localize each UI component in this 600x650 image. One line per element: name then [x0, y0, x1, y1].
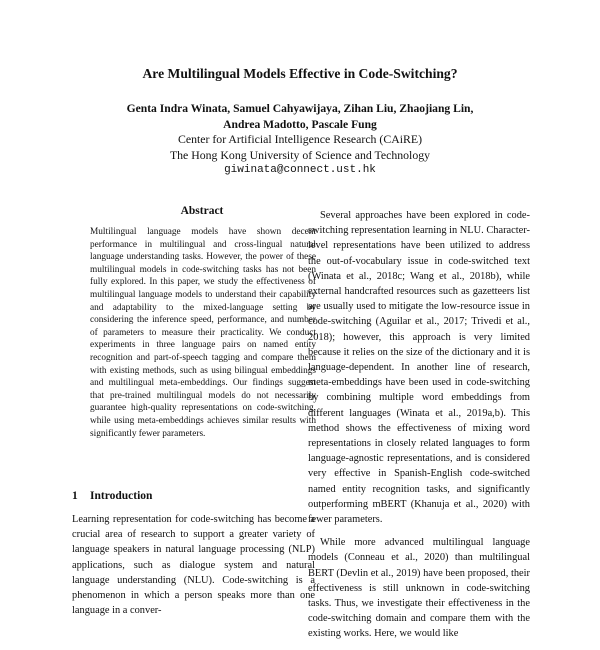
- abstract-heading: Abstract: [180, 205, 224, 217]
- right-column: [308, 208, 530, 650]
- abstract-text: Multilingual language models have shown decent performance in multilingual and cross-lingual natural language understanding tasks. However, the power of these multilingual models in code-switching tasks has not been fully explored. In this paper, we study the effectiveness of multilingual language models to understand their capability and adaptability to the mixed-language setting by considering the inference speed, performance, and number of parameters to measure their practicality. We conduct experiments in three language pairs on named entity recognition and part-of-speech tagging and compare them with existing methods, such as using bilingual embeddings and multilingual meta-embeddings. Our findings suggest that pre-trained multilingual models do not necessarily guarantee high-quality representations on code-switching, while using meta-embeddings achieves similar results with significantly fewer parameters.: [90, 227, 316, 439]
- right-column-paragraph-1: Several approaches have been explored in code-switching representation learning in NLU. Character-level representations have been utilized to address the out-of-vocabulary issue in code-switched text (Winata et al., 2018c; Wang et al., 2018b), while external handcrafted resources such as gazetteers list are usually used to mitigate the low-resource issue in code-switching (Aguilar et al., 2017; Trivedi et al., 2018); however, this approach is very limited because it relies on the size of the dictionary and it is language-dependent. In another line of research, meta-embeddings have been used in code-switching by combining multiple word embeddings from different languages (Winata et al., 2019a,b). This method shows the effectiveness of mixing word representations in closely related languages to form language-agnostic representations, and is considered very effective in Spanish-English code-switched named entity recognition tasks, and significantly outperforming mBERT (Khanuja et al., 2020) with fewer parameters.: [308, 210, 530, 526]
- right-column-paragraph-2: While more advanced multilingual language models (Conneau et al., 2020) than multilingual BERT (Devlin et al., 2019) have been proposed, their effectiveness is still unknown in code-switching tasks. Thus, we investigate their effectiveness in the code-switching domain and compare them with the existing works. Here, we would like: [308, 537, 530, 640]
- authors-line-1: Genta Indra Winata, Samuel Cahyawijaya, Zihan Liu, Zhaojiang Lin,: [126, 102, 474, 115]
- author-email[interactable]: giwinata@connect.ust.hk: [224, 164, 376, 176]
- section-heading-introduction: [72, 490, 312, 502]
- section-title: Introduction: [90, 490, 153, 502]
- introduction-text: Learning representation for code-switching has become a crucial area of research to support a greater variety of language speakers in natural language processing (NLP) applications, such as dialogue system and natural language understanding (NLU). Code-switching is a phenomenon in which a person speaks more than one language in a conver-: [72, 514, 315, 617]
- paper-title: Are Multilingual Models Effective in Code-Switching?: [142, 66, 458, 81]
- affiliation-block: [100, 132, 500, 179]
- affiliation-line-2: The Hong Kong University of Science and Technology: [169, 147, 431, 162]
- authors-line-2: Andrea Madotto, Pascale Fung: [223, 118, 377, 131]
- section-number: 1: [72, 490, 78, 502]
- affiliation-line-1: Center for Artificial Intelligence Research (CAiRE): [177, 132, 423, 146]
- author-list: [100, 101, 500, 133]
